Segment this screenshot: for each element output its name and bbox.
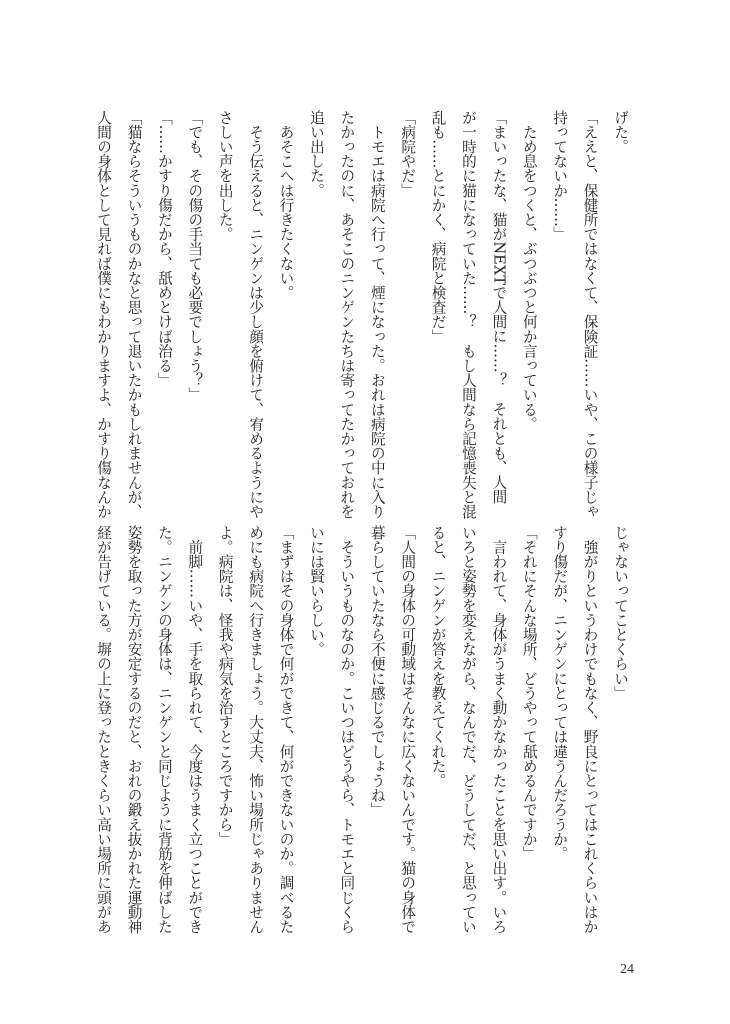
text-line: 「……かすり傷だから、舐めとけば治る」 <box>155 110 173 388</box>
text-line: すり傷だが、ニンゲンにとっては違うんだろうか。 <box>551 525 569 861</box>
text-line: めにも病院へ行きましょう。大丈夫、怖い場所じゃありません <box>247 525 265 934</box>
text-line: ると、ニンゲンが答えを教えてくれた。 <box>429 525 447 788</box>
text-line: 「それにそんな場所、どうやって舐めるんですか」 <box>520 525 538 861</box>
text-line: 持ってないか……」 <box>551 110 569 242</box>
text-line: 「まいったな、猫がNEXTで人間に……？ それとも、人間 <box>490 110 508 504</box>
text-line: げた。 <box>612 110 629 154</box>
text-line: 経が告げている。塀の上に登ったときくらい高い場所に頭があ <box>95 525 113 934</box>
text-line: 「人間の身体の可動域はそんなに広くないんです。猫の身体で <box>399 525 417 934</box>
lower-text-block <box>95 525 635 934</box>
text-line: 追い出した。 <box>307 110 325 198</box>
text-line: そういうものなのか。こいつはどうやら、トモエと同じくら <box>338 525 356 934</box>
text-line: 人間の身体として見れば僕にもわかりますよ、かすり傷なんか <box>95 110 113 519</box>
text-line: じゃないってことくらい」 <box>612 525 629 701</box>
text-line: いには賢いらしい。 <box>307 525 325 657</box>
text-line: ため息をつくと、ぶつぶつと何か言っている。 <box>520 110 538 432</box>
text-line: 「でも、その傷の手当ても必要でしょう？」 <box>186 110 204 402</box>
text-line: あそこへは行きたくない。 <box>277 110 295 300</box>
text-line: 暮らしていたなら不便に感じるでしょうね」 <box>368 525 386 817</box>
upper-text-block <box>95 110 635 519</box>
text-line: 言われて、身体がうまく動かなかったことを思い出す。いろ <box>490 525 508 934</box>
text-line: 強がりというわけでもなく、野良にとってはこれくらいはか <box>581 525 599 934</box>
text-line: よ。病院は、怪我や病気を治すところですから」 <box>216 525 234 847</box>
page-number: 24 <box>620 962 634 977</box>
text-line: た。ニンゲンの身体は、ニンゲンと同じように背筋を伸ばした <box>155 525 173 934</box>
text-line: 乱も……とにかく、病院と検査だ」 <box>429 110 447 344</box>
text-line: そう伝えると、ニンゲンは少し顔を俯けて、宥めるようにや <box>247 110 265 519</box>
text-line: 前脚……いや、手を取られて、今度はうまく立つことができ <box>186 525 204 934</box>
text-line: 「ええと、保健所ではなくて、保険証……いや、この様子じゃ <box>581 110 599 519</box>
text-line: さしい声を出した。 <box>216 110 234 242</box>
text-line: 姿勢を取った方が安定するのだと、おれの鍛え抜かれた運動神 <box>125 525 143 934</box>
text-line: 「病院やだ」 <box>399 110 417 198</box>
text-line: が一時的に猫になっていた……？ もし人間なら記憶喪失と混 <box>459 110 477 519</box>
text-line: たかったのに、あそこのニンゲンたちは寄ってたかっておれを <box>338 110 356 519</box>
text-line: トモエは病院へ行って、煙になった。おれは病院の中に入り <box>368 110 386 519</box>
text-line: いろと姿勢を変えながら、なんでだ、どうしてだ、と思ってい <box>459 525 477 934</box>
text-line: 「猫ならそういうものかなと思って退いたかもしれませんが、 <box>125 110 143 519</box>
text-line: 「まずはその身体で何ができて、何ができないのか。調べるた <box>277 525 295 934</box>
